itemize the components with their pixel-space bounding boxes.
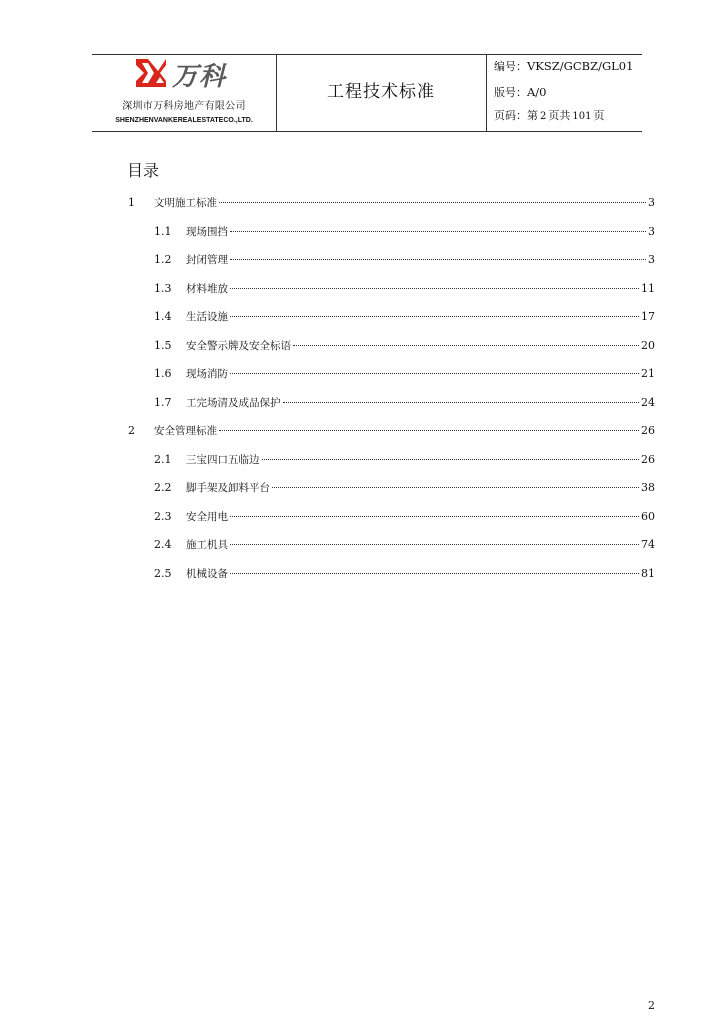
toc-dot-leader — [230, 516, 639, 517]
toc-entry-page: 11 — [641, 281, 655, 295]
toc-entry[interactable] — [154, 537, 655, 555]
toc-entry-page: 24 — [641, 395, 655, 409]
toc-entry-number: 1.5 — [154, 338, 172, 352]
page-info-mid: 页共 — [548, 109, 571, 122]
toc-entry-page: 3 — [648, 253, 655, 266]
document-code — [494, 58, 633, 74]
toc-entry[interactable] — [154, 566, 655, 584]
toc-entry[interactable] — [154, 309, 655, 327]
toc-entry-label: 工完场清及成品保护 — [186, 396, 281, 409]
toc-entry[interactable] — [128, 195, 655, 213]
toc-entry[interactable] — [154, 480, 655, 498]
toc-entry-label: 生活设施 — [186, 311, 228, 323]
toc-entry-label: 三宝四口五临边 — [186, 453, 260, 466]
toc-entry-number: 1.1 — [154, 224, 172, 238]
toc-entry-page: 20 — [641, 338, 655, 352]
document-code-value: VKSZ/GCBZ/GL01 — [527, 59, 634, 73]
document-version-label: 版号： — [494, 86, 527, 99]
toc-entry-number: 1 — [128, 196, 135, 209]
toc-entry-page: 17 — [641, 310, 655, 323]
page-info-prefix: 第 — [527, 109, 538, 122]
toc-entry-label: 安全管理标准 — [154, 425, 217, 437]
toc-entry-label: 现场围挡 — [186, 225, 228, 238]
toc-dot-leader — [283, 402, 640, 403]
toc-entry-page: 38 — [641, 481, 655, 494]
toc-entry-number: 2 — [128, 424, 135, 437]
toc-entry-number: 2.4 — [154, 538, 172, 551]
meta-cell — [486, 55, 642, 131]
toc-entry-number: 2.1 — [154, 452, 172, 466]
document-version — [494, 84, 547, 100]
company-name-en: SHENZHENVANKEREALESTATECO.,LTD. — [115, 117, 253, 124]
toc-heading: 目录 — [127, 161, 160, 180]
toc-dot-leader — [230, 288, 639, 289]
toc-dot-leader — [230, 373, 639, 374]
toc-entry-number: 1.7 — [154, 395, 172, 409]
page-number: 2 — [648, 999, 655, 1012]
logo-text: 万科 — [172, 62, 227, 92]
toc-entry-label: 现场消防 — [186, 368, 228, 380]
toc-dot-leader — [262, 459, 640, 460]
toc-entry[interactable] — [154, 224, 655, 242]
toc-entry-label: 材料堆放 — [186, 282, 228, 295]
toc-entry-number: 1.3 — [154, 281, 172, 295]
toc-dot-leader — [230, 231, 646, 232]
page-info-current: 2 — [540, 111, 547, 122]
company-name-cn: 深圳市万科房地产有限公司 — [122, 101, 246, 112]
toc-dot-leader — [230, 316, 639, 317]
document-title: 工程技术标准 — [327, 82, 435, 102]
page-info-label: 页码： — [494, 109, 527, 122]
document-page-info — [494, 107, 604, 123]
toc-dot-leader — [219, 202, 646, 203]
company-cell — [92, 55, 277, 131]
toc-entry-page: 21 — [641, 367, 655, 380]
toc-entry-page: 60 — [641, 509, 655, 523]
toc-entry[interactable] — [128, 423, 655, 441]
toc-entry-number: 1.2 — [154, 253, 172, 266]
toc-dot-leader — [293, 345, 639, 346]
toc-entry-label: 机械设备 — [186, 567, 228, 580]
vanke-logo-icon — [134, 57, 168, 89]
toc-dot-leader — [230, 259, 646, 260]
document-version-value: A/0 — [527, 85, 547, 99]
toc-dot-leader — [230, 573, 639, 574]
vanke-logo — [134, 57, 244, 91]
toc-entry[interactable] — [154, 452, 655, 470]
toc-entry-label: 安全警示牌及安全标语 — [186, 339, 291, 352]
toc-dot-leader — [219, 430, 639, 431]
document-header — [92, 54, 642, 132]
toc-dot-leader — [230, 544, 639, 545]
toc-entry-page: 81 — [641, 566, 655, 580]
toc-entry-page: 26 — [641, 452, 655, 466]
toc-entry[interactable] — [154, 509, 655, 527]
page-info-suffix: 页 — [593, 109, 605, 122]
toc-entry-number: 2.3 — [154, 509, 172, 523]
toc-entry[interactable] — [154, 281, 655, 299]
toc-entry-number: 2.2 — [154, 481, 172, 494]
toc-entry-label: 脚手架及卸料平台 — [186, 482, 270, 494]
toc-entry-page: 3 — [648, 224, 655, 238]
toc-entry[interactable] — [154, 338, 655, 356]
toc-entry-label: 文明施工标准 — [154, 197, 217, 209]
toc-entry-number: 2.5 — [154, 566, 172, 580]
page-info-total: 101 — [572, 111, 592, 122]
title-cell — [276, 55, 487, 131]
document-code-label: 编号： — [494, 60, 527, 73]
toc-entry-label: 安全用电 — [186, 510, 228, 523]
toc-entry-number: 1.4 — [154, 310, 172, 323]
toc-entry-page: 26 — [641, 424, 655, 437]
toc-entry[interactable] — [154, 395, 655, 413]
toc-entry[interactable] — [154, 366, 655, 384]
toc-entry-label: 施工机具 — [186, 539, 228, 551]
toc-entry[interactable] — [154, 252, 655, 270]
toc-entry-number: 1.6 — [154, 367, 172, 380]
toc-entry-page: 3 — [648, 196, 655, 209]
toc-entry-page: 74 — [641, 538, 655, 551]
toc-entry-label: 封闭管理 — [186, 254, 228, 266]
toc-dot-leader — [272, 487, 639, 488]
